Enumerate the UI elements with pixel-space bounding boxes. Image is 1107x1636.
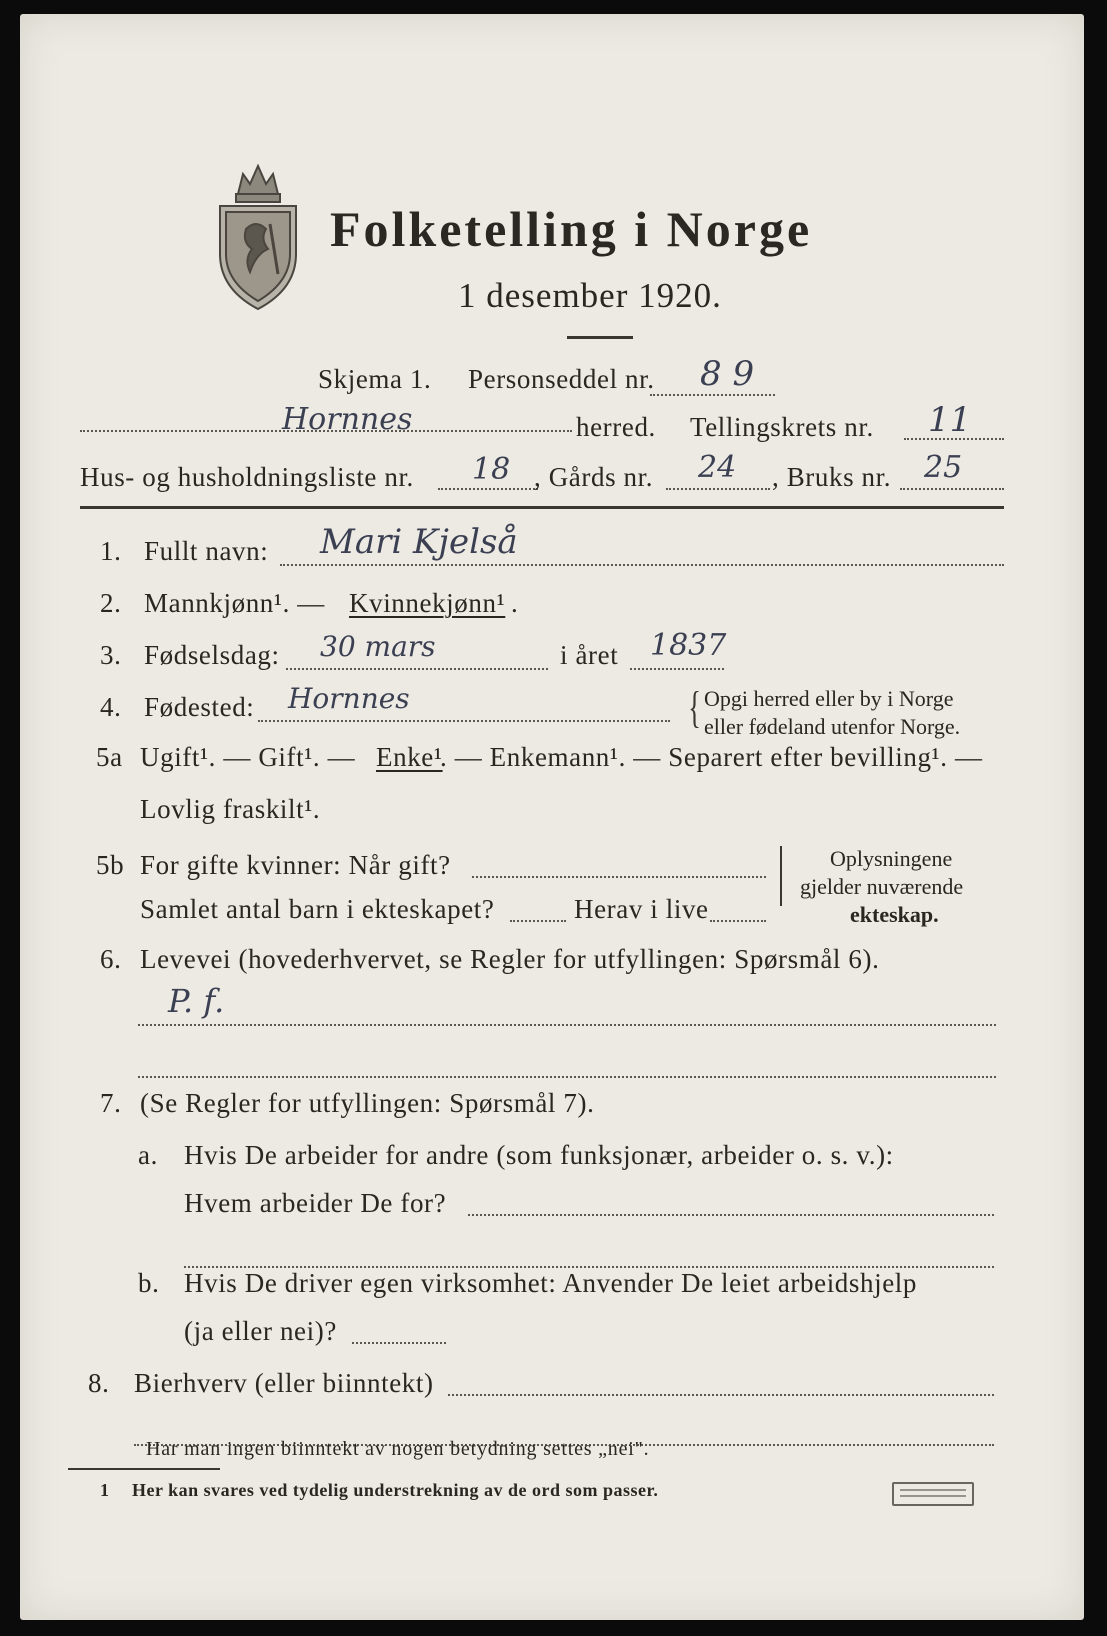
q5b-herav-label: Herav i live — [574, 894, 709, 924]
bruks-value[interactable]: 25 — [924, 450, 963, 485]
printer-stamp-logo — [892, 1482, 974, 1506]
q5b-line2: Samlet antal barn i ekteskapet? — [140, 894, 495, 924]
personseddel-value[interactable]: 8 9 — [700, 354, 755, 394]
q3-line — [286, 668, 548, 670]
q5a-options-pre: Ugift¹. — Gift¹. — — [140, 742, 356, 772]
footnote-mark: 1 — [100, 1480, 109, 1500]
q5a-options-line2: Lovlig fraskilt¹. — [140, 794, 321, 824]
personseddel-label: Personseddel nr. — [468, 364, 655, 394]
footnote-text: Her kan svares ved tydelig understrekning av de ord som passer. — [132, 1480, 659, 1500]
q7-label: (Se Regler for utfyllingen: Spørsmål 7). — [140, 1088, 595, 1118]
q4-line — [258, 720, 670, 722]
herred-value[interactable]: Hornnes — [282, 402, 413, 437]
q1-name-value[interactable]: Mari Kjelså — [320, 522, 518, 562]
census-date: 1 desember 1920. — [458, 276, 722, 315]
q5a-options-post: . — Enkemann¹. — Separert efter bevilling¹. — — [440, 742, 983, 772]
q5b-children-line — [510, 920, 566, 922]
q1-label: Fullt navn: — [144, 536, 269, 566]
q2-mannkjonn: Mannkjønn¹. — — [144, 588, 325, 618]
footnote-rule — [68, 1468, 220, 1470]
q3-label: Fødselsdag: — [144, 640, 280, 670]
q5b-line1: For gifte kvinner: Når gift? — [140, 850, 451, 880]
header-separator — [80, 506, 1004, 509]
q4-note-line2: eller fødeland utenfor Norge. — [704, 714, 961, 739]
hus-label: Hus- og husholdningsliste nr. — [80, 462, 414, 492]
q7b-line1: Hvis De driver egen virksomhet: Anvender De leiet arbeidshjelp — [184, 1268, 917, 1298]
q7a-line1: Hvis De arbeider for andre (som funksjonær, arbeider o. s. v.): — [184, 1140, 894, 1170]
q4-number: 4. — [100, 692, 122, 722]
gards-label: , Gårds nr. — [534, 462, 654, 492]
q7-number: 7. — [100, 1088, 122, 1118]
q3-year-label: i året — [560, 640, 619, 670]
q6-line2 — [138, 1076, 996, 1078]
q3-number: 3. — [100, 640, 122, 670]
form-title: Folketelling i Norge — [330, 201, 813, 257]
q5a-enke-selected[interactable]: Enke¹ — [376, 742, 443, 772]
tellingskrets-label: Tellingskrets nr. — [690, 412, 874, 442]
q4-note-line1: Opgi herred eller by i Norge — [704, 686, 954, 711]
q2-end: . — [511, 588, 519, 618]
q1-number: 1. — [100, 536, 122, 566]
hus-line — [438, 488, 538, 490]
q1-line — [280, 564, 1004, 566]
q5b-note-line3: ekteskap. — [850, 902, 939, 927]
gards-value[interactable]: 24 — [698, 450, 737, 485]
q3-year-line — [630, 668, 724, 670]
q5a-number: 5a — [96, 742, 123, 772]
census-form-page — [20, 14, 1084, 1620]
footer-note: Har man ingen biinntekt av nogen betydning settes „nei". — [146, 1438, 650, 1460]
bruks-label: , Bruks nr. — [772, 462, 892, 492]
q2-kvinnekjonn-selected[interactable]: Kvinnekjønn¹ — [349, 588, 506, 618]
q8-number: 8. — [88, 1368, 110, 1398]
norwegian-coat-of-arms-logo — [208, 154, 308, 314]
bruks-line — [900, 488, 1004, 490]
q4-brace: { — [688, 683, 701, 732]
q5b-number: 5b — [96, 850, 125, 880]
herred-label: herred. — [576, 412, 656, 442]
q6-line1 — [138, 1024, 996, 1026]
q6-number: 6. — [100, 944, 122, 974]
q4-birthplace-value[interactable]: Hornnes — [288, 682, 410, 715]
personseddel-line — [650, 394, 775, 396]
q7b-answer-line — [352, 1342, 446, 1344]
q2-number: 2. — [100, 588, 122, 618]
q8-label: Bierhverv (eller biinntekt) — [134, 1368, 434, 1398]
q7a-employer-line1 — [468, 1214, 994, 1216]
q7a-line2: Hvem arbeider De for? — [184, 1188, 447, 1218]
q7a-letter: a. — [138, 1140, 158, 1170]
title-divider — [567, 336, 633, 339]
q6-occupation-value[interactable]: P. f. — [168, 982, 225, 1020]
q7b-letter: b. — [138, 1268, 160, 1298]
q7b-line2: (ja eller nei)? — [184, 1316, 337, 1346]
hus-value[interactable]: 18 — [472, 452, 511, 487]
q6-label: Levevei (hovederhvervet, se Regler for utfyllingen: Spørsmål 6). — [140, 944, 880, 974]
q5b-alive-line — [710, 920, 766, 922]
q5b-note-bar — [780, 846, 782, 906]
q5b-note-line2: gjelder nuværende — [800, 874, 964, 899]
tellingskrets-value[interactable]: 11 — [928, 400, 972, 440]
schema-label: Skjema 1. — [318, 364, 432, 394]
gards-line — [666, 488, 770, 490]
q5b-married-line — [472, 876, 766, 878]
q8-line1 — [448, 1394, 994, 1396]
q3-birthday-value[interactable]: 30 mars — [320, 630, 436, 663]
q5b-note-line1: Oplysningene — [830, 846, 953, 871]
q3-year-value[interactable]: 1837 — [650, 628, 727, 663]
q4-label: Fødested: — [144, 692, 255, 722]
